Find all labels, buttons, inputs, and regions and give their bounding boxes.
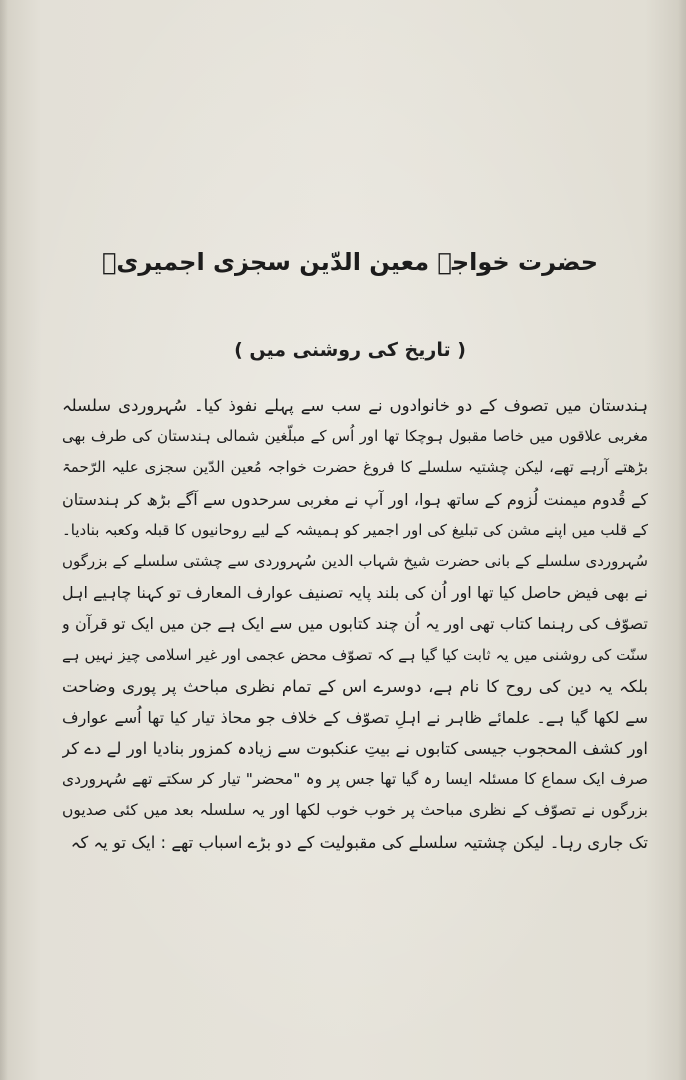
text-line: بلکہ یہ دین کی روح کا نام ہے، دوسرے اس کے تمام نظری مباحث پر پوری وضاحت <box>62 676 648 696</box>
text-line: سنّت کی روشنی میں یہ ثابت کیا گیا ہے کہ تصوّف محض عجمی اور غیر اسلامی چیز نہیں ہے <box>62 645 648 664</box>
text-line: کے قُدوم میمنت لُزوم کے ساتھ ہوا، اور آپ نے مغربی سرحدوں سے آگے بڑھ کر ہندستان <box>62 489 648 509</box>
text-line: تصوّف کی رہنما کتاب تھی اور یہ اُن چند کتابوں میں سے ایک ہے جن میں ایک تو قرآن و <box>62 614 648 634</box>
body-paragraph <box>62 390 648 858</box>
text-line: ہندستان میں تصوف کے دو خانوادوں نے سب سے پہلے نفوذ کیا۔ سُہروردی سلسلہ <box>62 396 648 415</box>
text-line: تک جاری رہا۔ لیکن چشتیہ سلسلے کی مقبولیت کے دو بڑے اسباب تھے : ایک تو یہ کہ <box>70 832 648 852</box>
text-line: کے قلب میں اپنے مشن کی تبلیغ کی اور اجمیر کو ہمیشہ کے لیے روحانیوں کا قبلہ وکعبہ بنادیا۔ <box>62 520 648 539</box>
text-line: مغربی علاقوں میں خاصا مقبول ہوچکا تھا اور اُس کے مبلّغین شمالی ہندستان کی طرف بھی <box>62 427 648 446</box>
chapter-title: حضرت خواجہ معین الدّین سجزی اجمیریؒ <box>101 248 599 276</box>
text-line: صرف ایک سماع کا مسئلہ ایسا رہ گیا تھا جس پر وہ "محضر" تیار کر سکتے تھے سُہروردی <box>62 770 648 789</box>
text-line: سے لکھا گیا ہے۔ علمائے ظاہر نے اہلِ تصوّف کے خلاف جو محاذ تیار کیا تھا اُسے عوارف <box>62 707 648 727</box>
text-line: بڑھتے آرہے تھے، لیکن چشتیہ سلسلے کا فروغ حضرت خواجہ مُعین الدّین سجزی علیہ الرّحمۃ <box>62 458 648 477</box>
text-line: سُہروردی سلسلے کے بانی حضرت شیخ شہاب الدین سُہروردی سے چشتی سلسلے کے بزرگوں <box>62 551 648 570</box>
text-line: اور کشف المحجوب جیسی کتابوں نے بیتِ عنکبوت سے زیادہ کمزور بنادیا اور لے دے کر <box>62 739 648 759</box>
text-line: نے بھی فیض حاصل کیا تھا اور اُن کی بلند پایہ تصنیف عوارف المعارف تو کہنا چاہیے اہل <box>62 583 648 603</box>
text-line: بزرگوں نے تصوّف کے نظری مباحث پر خوب خوب لکھا اور یہ سلسلہ بعد میں کئی صدیوں <box>62 801 648 820</box>
chapter-subtitle: ( تاریخ کی روشنی میں ) <box>234 339 466 361</box>
page-right-edge-shadow <box>678 0 686 1080</box>
page-left-edge-shadow <box>0 0 8 1080</box>
